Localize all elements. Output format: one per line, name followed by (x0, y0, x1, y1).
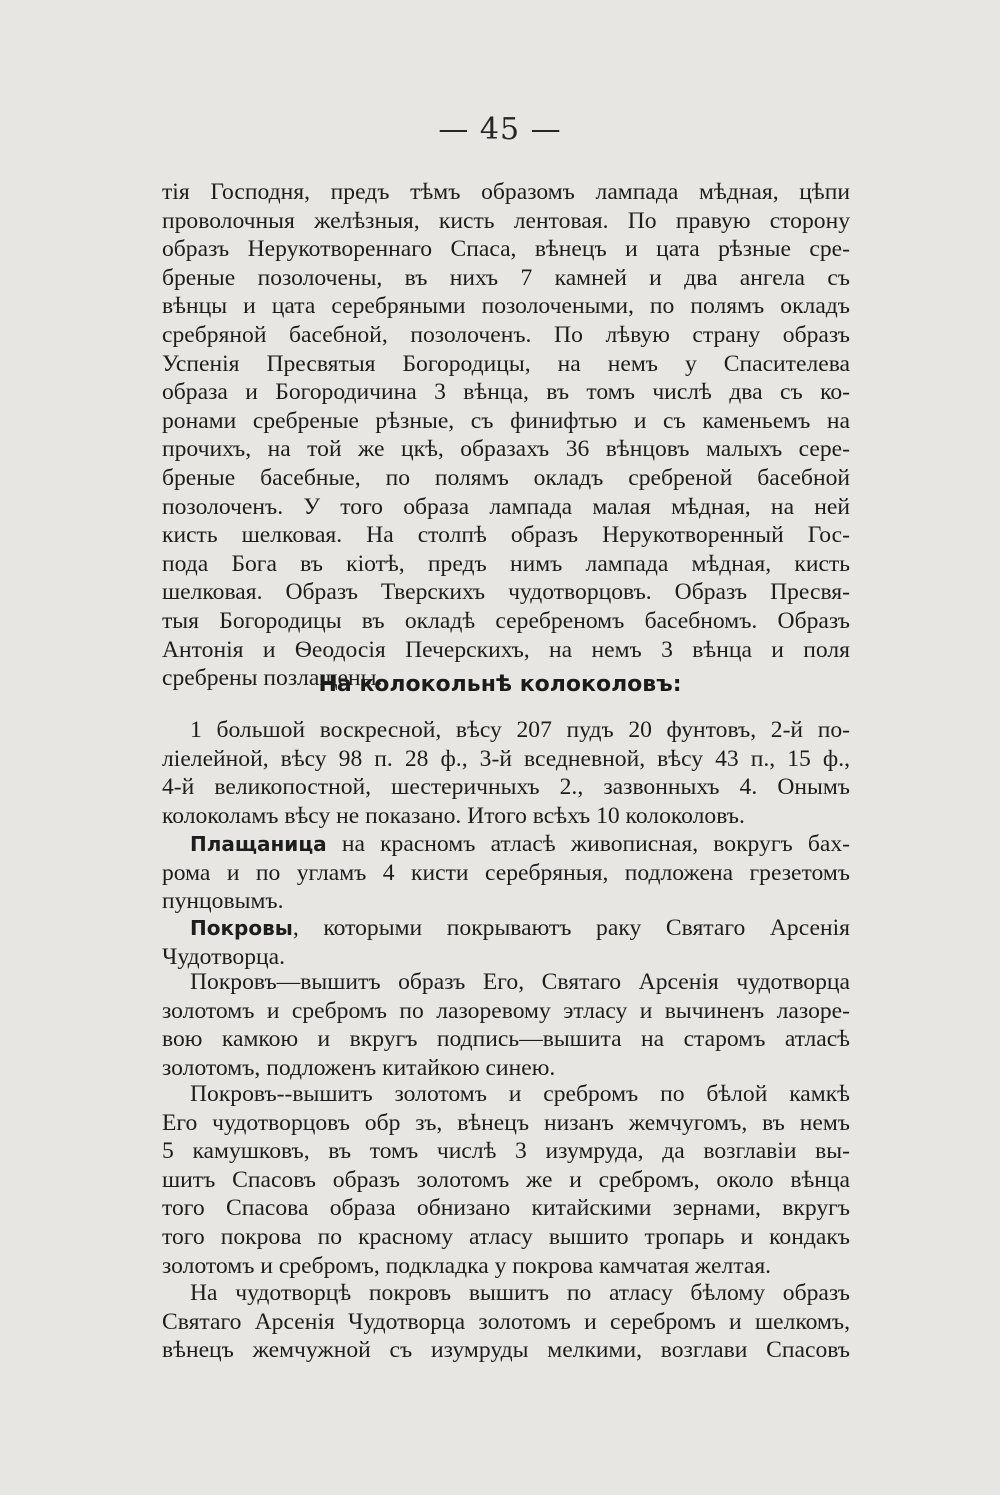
text-line: 1 большой воскресной, вѣсу 207 пудъ 20 фунтовъ, 2-й по- (190, 717, 850, 743)
text-line (162, 830, 850, 859)
paragraph-pokrov-2 (162, 1080, 850, 1280)
text-line: Покровъ—вышитъ образъ Его, Святаго Арсенія чудотворца (190, 969, 850, 995)
section-heading: На колокольнѣ колоколовъ: (318, 672, 682, 697)
paragraph-plashchanitsa (162, 830, 850, 916)
text-line: кисть шелковая. На столпѣ образъ Нерукотворенный Гос- (162, 522, 850, 549)
text-line: колоколамъ вѣсу не показано. Итого всѣхъ 10 колоколовъ. (162, 802, 745, 829)
text-line: вою камкою и вкругъ подпись—вышита на старомъ атласѣ (162, 1026, 850, 1053)
text-line: образъ Нерукотвореннаго Спаса, вѣнецъ и цата рѣзные сре- (162, 236, 850, 263)
paragraph-pokrov-3 (162, 1279, 850, 1365)
text-line: вѣнцы и цата серебряными позолочеными, по полямъ окладъ (162, 293, 850, 320)
text-line (162, 914, 850, 943)
text-line: Его чудотворцовъ обр зъ, вѣнецъ низанъ жемчугомъ, въ немъ (162, 1109, 850, 1136)
text-line: сребряной басебной, позолоченъ. По лѣвую страну образъ (162, 321, 850, 348)
text-line: золотомъ, подложенъ китайкою синею. (162, 1054, 556, 1081)
text-line: сребрены позлащены. (162, 665, 383, 692)
text-line: Антонія и Ѳеодосія Печерскихъ, на немъ 3 вѣнца и поля (162, 636, 850, 663)
text-line: ліелейной, вѣсу 98 п. 28 ф., 3-й вседневной, вѣсу 43 п., 15 ф., (162, 745, 850, 772)
text-line: тія Господня, предъ тѣмъ образомъ лампада мѣдная, цѣпи (162, 179, 850, 205)
text-line: шелковая. Образъ Тверскихъ чудотворцовъ. Образъ Пресвя- (162, 579, 850, 606)
text-line: пода Бога въ кіотѣ, предъ нимъ лампада мѣдная, кисть (162, 550, 850, 577)
text-line: прочихъ, на той же цкѣ, образахъ 36 вѣнцовъ малыхъ сере- (162, 436, 850, 463)
text-line: того Спасова образа обнизано китайскими зернами, вкругъ (162, 1195, 850, 1222)
text-line: вѣнецъ жемчужной съ изумруды мелкими, возглави Спасовъ (162, 1337, 850, 1364)
text-line: Святаго Арсенія Чудотворца золотомъ и серебромъ и шелкомъ, (162, 1308, 850, 1335)
text-line: тыя Богородицы въ окладѣ серебреномъ басебномъ. Образъ (162, 607, 850, 634)
page-number: — 45 — (438, 112, 562, 147)
text-line: шитъ Спасовъ образъ золотомъ же и сребромъ, около вѣнца (162, 1166, 850, 1193)
text-line: 5 камушковъ, въ томъ числѣ 3 изумруда, да возглавіи вы- (162, 1138, 850, 1165)
text-line: золотомъ и сребромъ, подкладка у покрова камчатая желтая. (162, 1252, 772, 1279)
text-line: проволочныя желѣзныя, кисть лентовая. По правую сторону (162, 207, 850, 234)
term-plashchanitsa: Плащаница (190, 832, 327, 856)
paragraph-bells (162, 716, 850, 830)
text-line: ронами сребреные рѣзные, съ финифтью и съ каменьемъ на (162, 407, 850, 434)
paragraph-icons (162, 178, 850, 693)
term-pokrovy: Покровы (190, 916, 293, 940)
paragraph-pokrov-1 (162, 968, 850, 1082)
text-line: На чудотворцѣ покровъ вышитъ по атласу бѣлому образъ (190, 1280, 850, 1306)
text-line: Успенія Пресвятыя Богородицы, на немъ у Спасителева (162, 350, 850, 377)
text-line: 4-й великопостной, шестеричныхъ 2., зазвонныхъ 4. Онымъ (162, 774, 850, 801)
text-line: бреные басебные, по полямъ окладъ сребреной басебной (162, 464, 850, 491)
text-span: на красномъ атласѣ живописная, вокругъ бах- (326, 831, 850, 857)
paragraph-pokrovy (162, 914, 850, 971)
text-line: того покрова по красному атласу вышито тропарь и кондакъ (162, 1223, 850, 1250)
text-line: бреные позолочены, въ нихъ 7 камней и два ангела съ (162, 264, 850, 291)
text-line: образа и Богородичина 3 вѣнца, въ томъ числѣ два съ ко- (162, 379, 850, 406)
text-line: Покровъ--вышитъ золотомъ и сребромъ по бѣлой камкѣ (190, 1081, 850, 1107)
text-line: рома и по угламъ 4 кисти серебряныя, подложена грезетомъ (162, 859, 850, 886)
text-line: золотомъ и сребромъ по лазоревому этласу и вычиненъ лазоре- (162, 997, 850, 1024)
text-line: пунцовымъ. (162, 888, 284, 915)
text-line: позолоченъ. У того образа лампада малая мѣдная, на ней (162, 493, 850, 520)
text-line: Чудотворца. (162, 943, 286, 970)
text-span: , которыми покрываютъ раку Святаго Арсенія (292, 915, 850, 941)
